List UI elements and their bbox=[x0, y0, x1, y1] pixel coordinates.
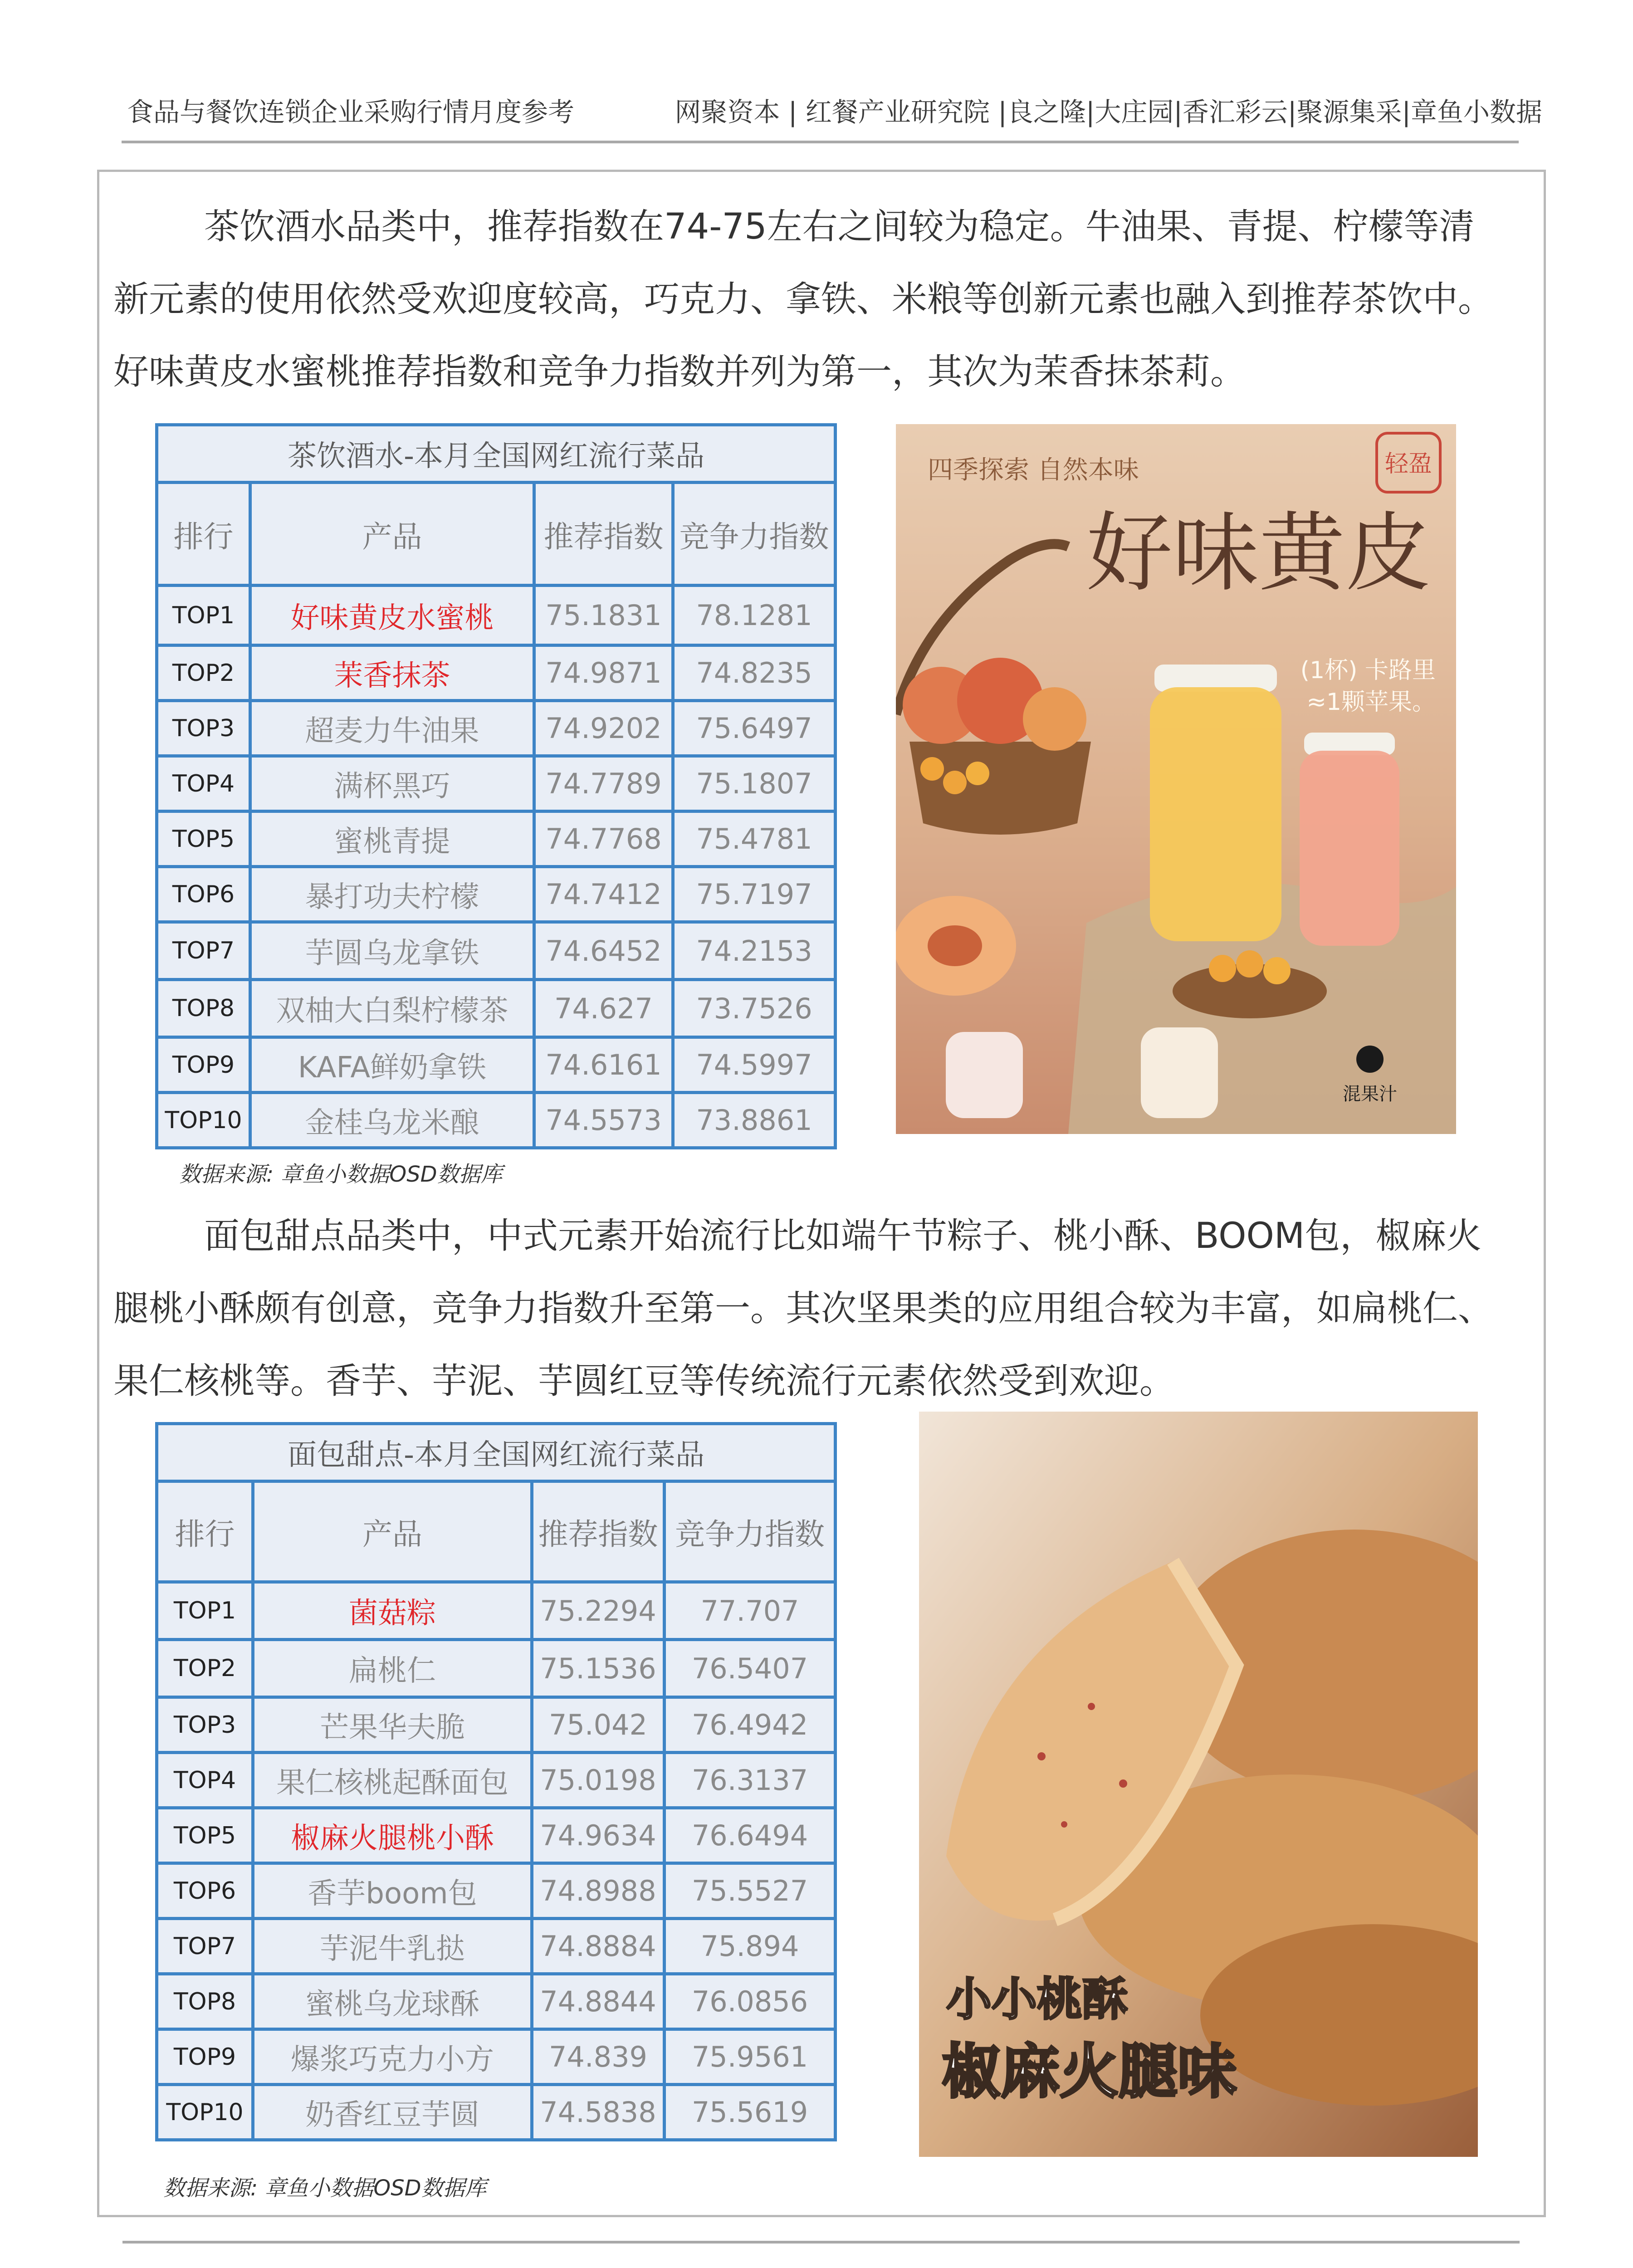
product-cell: 芋圆乌龙拿铁 bbox=[250, 922, 534, 980]
recommend-index-cell: 74.5838 bbox=[532, 2085, 665, 2140]
column-header-product: 产品 bbox=[250, 483, 534, 586]
competitiveness-index-cell: 75.7197 bbox=[673, 867, 836, 922]
column-header-recommend: 推荐指数 bbox=[532, 1481, 665, 1582]
table-row bbox=[157, 1808, 836, 1863]
rank-cell: TOP10 bbox=[157, 2085, 253, 2140]
competitiveness-index-cell: 76.6494 bbox=[665, 1808, 836, 1863]
wampee-shape bbox=[966, 762, 989, 785]
column-header-rank: 排行 bbox=[157, 483, 250, 586]
footer-divider bbox=[122, 2241, 1520, 2244]
table-row bbox=[157, 2029, 836, 2085]
ham-bit-shape bbox=[1037, 1752, 1046, 1760]
table-row bbox=[157, 1863, 836, 1919]
table-row bbox=[157, 1974, 836, 2029]
product-cell: 爆浆巧克力小方 bbox=[253, 2029, 532, 2085]
table-row bbox=[157, 2085, 836, 2140]
wampee-shape bbox=[943, 771, 967, 794]
basket-body bbox=[909, 742, 1091, 835]
recommend-index-cell: 74.8884 bbox=[532, 1919, 665, 1974]
competitiveness-index-cell: 75.894 bbox=[665, 1919, 836, 1974]
rank-cell: TOP8 bbox=[157, 1974, 253, 2029]
recommend-index-cell: 75.1831 bbox=[534, 586, 673, 645]
product-cell: 香芋boom包 bbox=[253, 1863, 532, 1919]
column-header-competitiveness: 竞争力指数 bbox=[665, 1481, 836, 1582]
rank-cell: TOP5 bbox=[157, 811, 250, 867]
table-row bbox=[157, 1753, 836, 1808]
rank-cell: TOP9 bbox=[157, 1037, 250, 1093]
rank-cell: TOP7 bbox=[157, 1919, 253, 1974]
competitiveness-index-cell: 76.0856 bbox=[665, 1974, 836, 2029]
rank-cell: TOP2 bbox=[157, 645, 250, 701]
wampee-shape bbox=[920, 757, 944, 781]
ham-bit-shape bbox=[1061, 1821, 1067, 1828]
product-cell: KAFA鲜奶拿铁 bbox=[250, 1037, 534, 1093]
competitiveness-index-cell: 75.1807 bbox=[673, 756, 836, 811]
wampee-shape bbox=[1209, 955, 1236, 982]
peach-shape bbox=[1023, 687, 1086, 751]
paragraph-line: 新元素的使用依然受欢迎度较高，巧克力、拿铁、米粮等创新元素也融入到推荐茶饮中。 bbox=[113, 279, 1494, 320]
recommend-index-cell: 74.6161 bbox=[534, 1037, 673, 1093]
paragraph-line: 面包甜点品类中，中式元素开始流行比如端午节粽子、桃小酥、BOOM包，椒麻火 bbox=[204, 1216, 1482, 1256]
rank-cell: TOP10 bbox=[157, 1093, 250, 1148]
product-cell: 暴打功夫柠檬 bbox=[250, 867, 534, 922]
wampee-shape bbox=[1263, 957, 1291, 984]
column-header-competitiveness: 竞争力指数 bbox=[673, 483, 836, 586]
recommend-index-cell: 75.0198 bbox=[532, 1753, 665, 1808]
cup-shape bbox=[946, 1032, 1023, 1118]
table-row bbox=[157, 1037, 836, 1093]
recommend-index-cell: 74.839 bbox=[532, 2029, 665, 2085]
paragraph-line: 好味黄皮水蜜桃推荐指数和竞争力指数并列为第一，其次为茉香抹茶莉。 bbox=[113, 352, 1246, 392]
recommend-index-cell: 74.5573 bbox=[534, 1093, 673, 1148]
competitiveness-index-cell: 73.7526 bbox=[673, 980, 836, 1037]
recommend-index-cell: 74.7412 bbox=[534, 867, 673, 922]
rank-cell: TOP3 bbox=[157, 701, 250, 756]
rank-cell: TOP1 bbox=[157, 586, 250, 645]
table-row bbox=[157, 867, 836, 922]
competitiveness-index-cell: 76.3137 bbox=[665, 1753, 836, 1808]
table-row bbox=[157, 586, 836, 645]
competitiveness-index-cell: 74.2153 bbox=[673, 922, 836, 980]
rank-cell: TOP9 bbox=[157, 2029, 253, 2085]
competitiveness-index-cell: 75.5527 bbox=[665, 1863, 836, 1919]
recommend-index-cell: 74.627 bbox=[534, 980, 673, 1037]
paragraph-line: 茶饮酒水品类中，推荐指数在74-75左右之间较为稳定。牛油果、青提、柠檬等清 bbox=[204, 206, 1475, 247]
product-cell: 奶香红豆芋圆 bbox=[253, 2085, 532, 2140]
rank-cell: TOP2 bbox=[157, 1640, 253, 1697]
recommend-index-cell: 74.7789 bbox=[534, 756, 673, 811]
publisher-list: 网聚资本 | 红餐产业研究院 |良之隆|大庄园|香汇彩云|聚源集采|章鱼小数据 bbox=[675, 97, 1542, 127]
brand-name: 混果汁 bbox=[1343, 1084, 1397, 1105]
ham-bit-shape bbox=[1119, 1779, 1127, 1788]
photo-caption: 小小桃酥 bbox=[946, 1973, 1128, 2026]
rank-cell: TOP6 bbox=[157, 1863, 253, 1919]
poster-title: 好味黄皮 bbox=[1086, 503, 1431, 603]
column-header-product: 产品 bbox=[253, 1481, 532, 1582]
competitiveness-index-cell: 75.6497 bbox=[673, 701, 836, 756]
table-row bbox=[157, 811, 836, 867]
wampee-shape bbox=[1236, 950, 1263, 978]
poster-slogan: ≈1颗苹果。 bbox=[1306, 689, 1436, 716]
table-row bbox=[157, 1919, 836, 1974]
table-row bbox=[157, 645, 836, 701]
brand-logo-icon bbox=[1356, 1046, 1384, 1073]
table-caption: 茶饮酒水-本月全国网红流行菜品 bbox=[157, 425, 836, 483]
recommend-index-cell: 74.7768 bbox=[534, 811, 673, 867]
paragraph-line: 果仁核桃等。香芋、芋泥、芋圆红豆等传统流行元素依然受到欢迎。 bbox=[113, 1361, 1175, 1402]
product-cell: 好味黄皮水蜜桃 bbox=[250, 586, 534, 645]
cup-shape bbox=[1141, 1027, 1218, 1118]
recommend-index-cell: 75.2294 bbox=[532, 1582, 665, 1640]
recommend-index-cell: 75.1536 bbox=[532, 1640, 665, 1697]
data-source-note: 数据来源: 章鱼小数据OSD数据库 bbox=[179, 1162, 503, 1187]
table-row bbox=[157, 701, 836, 756]
recommend-index-cell: 74.9202 bbox=[534, 701, 673, 756]
table-row bbox=[157, 1640, 836, 1697]
product-cell: 椒麻火腿桃小酥 bbox=[253, 1808, 532, 1863]
drink-bottle bbox=[1150, 687, 1281, 941]
badge-text: 轻盈 bbox=[1384, 450, 1433, 478]
product-cell: 金桂乌龙米酿 bbox=[250, 1093, 534, 1148]
table-row bbox=[157, 1582, 836, 1640]
recommend-index-cell: 74.8988 bbox=[532, 1863, 665, 1919]
rank-cell: TOP8 bbox=[157, 980, 250, 1037]
table-caption: 面包甜点-本月全国网红流行菜品 bbox=[157, 1424, 836, 1481]
product-cell: 芒果华夫脆 bbox=[253, 1697, 532, 1753]
drink-promo-photo bbox=[896, 424, 1456, 1134]
poster-tagline: 四季探索 自然本味 bbox=[928, 455, 1139, 485]
product-cell: 菌菇粽 bbox=[253, 1582, 532, 1640]
header-divider bbox=[122, 141, 1519, 143]
product-cell: 芋泥牛乳挞 bbox=[253, 1919, 532, 1974]
competitiveness-index-cell: 75.4781 bbox=[673, 811, 836, 867]
recommend-index-cell: 74.6452 bbox=[534, 922, 673, 980]
data-source-note: 数据来源: 章鱼小数据OSD数据库 bbox=[163, 2175, 487, 2201]
product-cell: 茉香抹茶 bbox=[250, 645, 534, 701]
competitiveness-index-cell: 75.9561 bbox=[665, 2029, 836, 2085]
paragraph-line: 腿桃小酥颇有创意，竞争力指数升至第一。其次坚果类的应用组合较为丰富，如扁桃仁、 bbox=[113, 1288, 1494, 1329]
recommend-index-cell: 75.042 bbox=[532, 1697, 665, 1753]
competitiveness-index-cell: 75.5619 bbox=[665, 2085, 836, 2140]
competitiveness-index-cell: 76.4942 bbox=[665, 1697, 836, 1753]
table-row bbox=[157, 922, 836, 980]
table-row bbox=[157, 1093, 836, 1148]
section-2-paragraph bbox=[113, 1200, 1520, 1418]
ham-bit-shape bbox=[1088, 1703, 1095, 1710]
rank-cell: TOP4 bbox=[157, 756, 250, 811]
product-cell: 蜜桃青提 bbox=[250, 811, 534, 867]
recommend-index-cell: 74.9634 bbox=[532, 1808, 665, 1863]
recommend-index-cell: 74.9871 bbox=[534, 645, 673, 701]
product-cell: 果仁核桃起酥面包 bbox=[253, 1753, 532, 1808]
photo-caption: 椒麻火腿味 bbox=[942, 2037, 1237, 2106]
cookie-promo-photo bbox=[919, 1412, 1478, 2157]
column-header-recommend: 推荐指数 bbox=[534, 483, 673, 586]
rank-cell: TOP6 bbox=[157, 867, 250, 922]
rank-cell: TOP1 bbox=[157, 1582, 253, 1640]
drink-bottle bbox=[1300, 751, 1399, 946]
poster-slogan: (1杯) 卡路里 bbox=[1300, 657, 1436, 684]
rank-cell: TOP5 bbox=[157, 1808, 253, 1863]
rank-cell: TOP3 bbox=[157, 1697, 253, 1753]
competitiveness-index-cell: 77.707 bbox=[665, 1582, 836, 1640]
bakery-dessert-ranking-table bbox=[155, 1422, 837, 2141]
product-cell: 扁桃仁 bbox=[253, 1640, 532, 1697]
product-cell: 双柚大白梨柠檬茶 bbox=[250, 980, 534, 1037]
rank-cell: TOP7 bbox=[157, 922, 250, 980]
table-row bbox=[157, 980, 836, 1037]
competitiveness-index-cell: 78.1281 bbox=[673, 586, 836, 645]
competitiveness-index-cell: 73.8861 bbox=[673, 1093, 836, 1148]
section-1-paragraph bbox=[113, 191, 1520, 408]
recommend-index-cell: 74.8844 bbox=[532, 1974, 665, 2029]
report-title: 食品与餐饮连锁企业采购行情月度参考 bbox=[127, 97, 575, 127]
table-row bbox=[157, 756, 836, 811]
product-cell: 超麦力牛油果 bbox=[250, 701, 534, 756]
competitiveness-index-cell: 74.8235 bbox=[673, 645, 836, 701]
table-row bbox=[157, 1697, 836, 1753]
rank-cell: TOP4 bbox=[157, 1753, 253, 1808]
competitiveness-index-cell: 76.5407 bbox=[665, 1640, 836, 1697]
peach-pit-shape bbox=[928, 925, 982, 966]
product-cell: 蜜桃乌龙球酥 bbox=[253, 1974, 532, 2029]
product-cell: 满杯黑巧 bbox=[250, 756, 534, 811]
tea-drinks-ranking-table bbox=[155, 423, 837, 1149]
column-header-rank: 排行 bbox=[157, 1481, 253, 1582]
competitiveness-index-cell: 74.5997 bbox=[673, 1037, 836, 1093]
